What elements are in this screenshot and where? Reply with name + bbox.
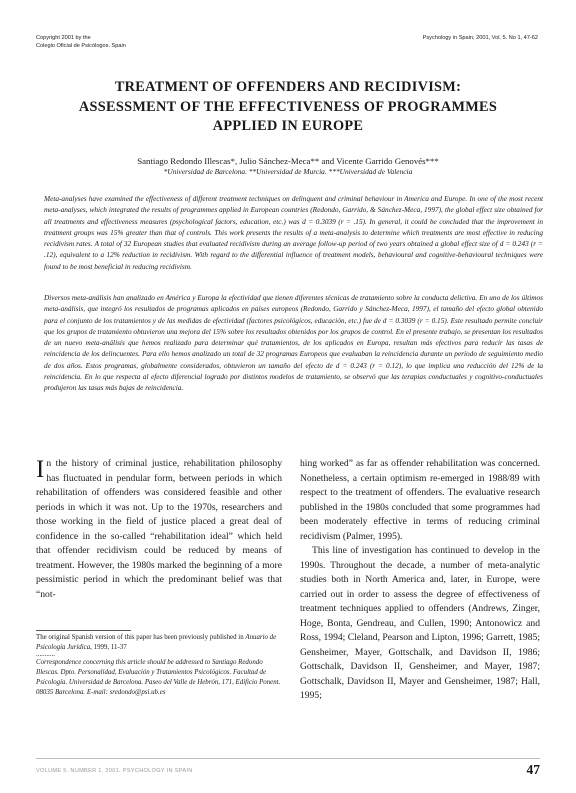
footnote-separator: ........... xyxy=(36,651,55,659)
body-paragraph: hing worked” as far as offender rehabilitation was concerned. Nonetheless, a certain optimism re-emerged in 1988/89 with respect to the treatment of offenders. The evaluative research published in the 1980s concluded that some programmes had been moderately effective in terms of reducing criminal recidivism (Palmer, 1995). xyxy=(300,458,540,542)
journal-reference: Psychology in Spain, 2001, Vol. 5. No 1, 47-62 xyxy=(422,35,538,41)
body-paragraph: This line of investigation has continued to develop in the 1990s. Throughout the decade, a number of meta-analytic studies both in North America and, later, in Europe, were carried out in order to assess the degree of effectiveness of treatment techniques applied to offenders (Andrews, Zinger, Hoge, Bonta, Gendreau, and Cullen, 1990; Antonowicz and Ross, 1994; Cleland, Pearson and Lipton, 1996; Garrett, 1985; Gensheimer, Mayer, Gottschalk, and Davidson II, 1986; Gottschalk, Davidson II, Gensheimer, and Mayer, 1987; Gottschalk, Davidson II, Mayer and Gensheimer, 1987; Hall, 1995; xyxy=(300,545,540,701)
author-list: Santiago Redondo Illescas*, Julio Sánchez-Meca** and Vicente Garrido Genovés*** xyxy=(137,156,439,166)
original-note-suffix: , 1999, 11-37 xyxy=(90,643,127,651)
abstract-spanish: Diversos meta-análisis han analizado en América y Europa la efectividad que tienen diferentes técnicas de tratamiento sobre la conducta delictiva. En uno de los últimos meta-análisis, que integró los resultados de programas aplicados en países europeos (Redondo, Garrido y Sánchez-Meca, 1997), el tamaño del efecto global obtenido para el conjunto de los tratamientos y de las medidas de efectividad (factores psicológicos, educación, etc.) fue de d = 0.3039 (r = 0.15). Este resultado permite concluir que los grupos de tratamiento obtuvieron una mejora del 15% sobre los resultados obtenidos por los grupos de control. En el presente trabajo, se presentan los resultados de un nuevo meta-análisis que hemos realizado para determinar qué tratamientos, de los aplicados en Europa, resultan más efectivos para reducir las tasas de reincidencia de los delincuentes. Para ello hemos analizado un total de 32 programas Europeos que evaluaban la reincidencia durante un período de seguimiento medio de dos años. Estos programas, globalmente considerados, obtuvieron un tamaño del efecto de d = 0.243 (r = 0.12), lo que implica una reducción del 12% de la reincidencia. En lo que respecta al efecto diferencial logrado por distintos modelos de tratamiento, se observó que las terapias conductuales y cognitivo-conductuales produjeron las tasas más bajas de reincidencia. xyxy=(44,293,543,392)
body-paragraph-text: n the history of criminal justice, rehabilitation philosophy has fluctuated in pendular form, between periods in which rehabilitation of offenders was considered feasible and other periods in which it was not. Up to the 1970s, researchers and those working in the field of justice placed a great deal of confidence in the so-called “rehabilitation ideal” which held that offender recidivism could be reduced by means of treatment. However, the 1980s marked the beginning of a more pessimistic period in which the predominant belief was that “not- xyxy=(36,458,282,600)
original-version-note xyxy=(36,633,282,652)
original-note-prefix: The original Spanish version of this paper has been previously published in xyxy=(36,634,246,641)
abstract-english: Meta-analyses have examined the effectiveness of different treatment techniques on delinquent and criminal behaviour in America and Europe. In one of the most recent meta-analyses, which integrated the results of programmes applied in European countries (Redondo, Garrido, & Sánchez-Meca, 1997), the global effect size obtained for all treatments and effectiveness measures (psychological factors, education, etc.) was d = 0.3039 (r = .15). In general, it could be concluded that the improvement in treatment groups was 15% greater than that of controls. This work presents the results of a meta-analysis to determine which treatments are most effective in reducing recidivism rates. A total of 32 European studies that evaluated recidivism during an average follow-up period of two years obtained a global effect size of d = 0.243 (r = .12), equivalent to a 12% reduction in recidivism. With regard to the differential influence of treatment models, behavioural and cognitive-behavioural techniques were found to be most beneficial in reducing recidivism. xyxy=(44,194,543,271)
copyright-line-1: Copyright 2001 by the xyxy=(36,35,91,41)
footnote-block xyxy=(36,633,282,697)
title-line-3: APPLIED IN EUROPE xyxy=(212,118,364,135)
body-column-right xyxy=(300,457,540,704)
original-journal-name: Anuario de Psicología Jurídica xyxy=(36,634,277,651)
copyright-notice xyxy=(36,35,126,50)
copyright-line-2: Colegio Oficial de Psicólogos. Spain xyxy=(36,42,126,49)
body-paragraph xyxy=(36,457,282,602)
author-affiliations: *Universidad de Barcelona. **Universidad de Murcia. ***Universidad de Valencia xyxy=(163,167,413,176)
correspondence-note: Correspondence concerning this article should be addressed to Santiago Redondo Illescas. Dpto. Personalidad, Evaluación y Tratamientos Psicológicos. Facultad de Psicología. Universidad de Barcelona. Paseo del Valle de Hebrón, 171, Edificio Ponent. 08035 Barcelona. E-mail: sredondo@psi.ub.es xyxy=(36,659,281,696)
title-line-2: ASSESSMENT OF THE EFFECTIVENESS OF PROGRAMMES xyxy=(78,98,498,115)
page-number: 47 xyxy=(526,762,540,777)
running-footer: VOLUME 5. NUMBER 1. 2001. PSYCHOLOGY IN SPAIN xyxy=(36,768,193,774)
footnote-rule xyxy=(36,630,131,631)
drop-cap: I xyxy=(36,456,45,483)
footer-rule xyxy=(36,758,540,759)
title-line-1: TREATMENT OF OFFENDERS AND RECIDIVISM: xyxy=(114,79,462,95)
body-column-left xyxy=(36,457,282,602)
article-title xyxy=(40,78,536,137)
